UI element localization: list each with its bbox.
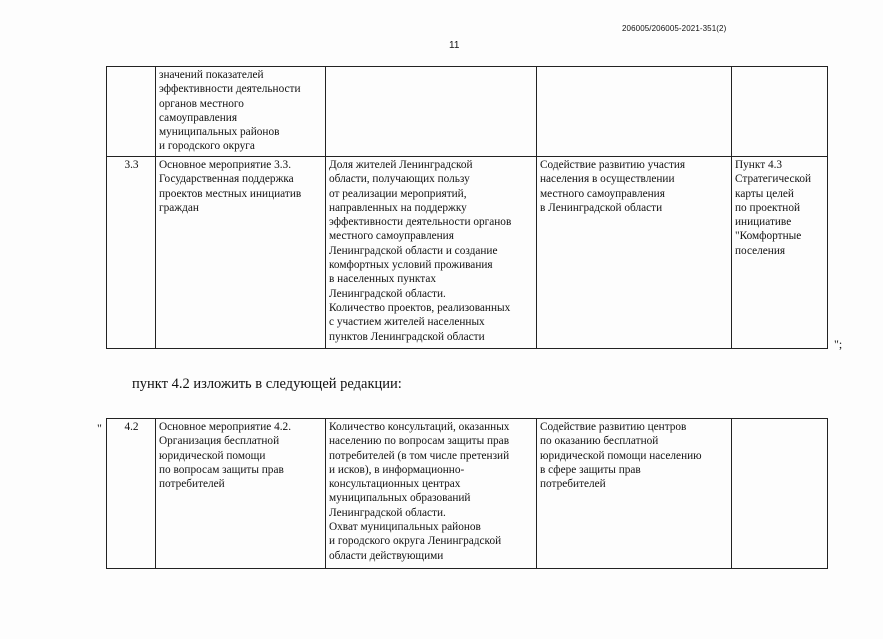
cell-line: юридической помощи <box>159 449 266 462</box>
row-number: 3.3 <box>107 157 156 349</box>
cell-line: Содействие развитию центров <box>540 421 687 433</box>
cell-line: Пункт 4.3 <box>735 159 783 171</box>
cell-line: инициативе <box>735 216 792 229</box>
cell-line: в сфере защиты прав <box>540 463 641 476</box>
event-cell <box>156 419 326 569</box>
goal-cell <box>537 67 732 157</box>
indicator-cell <box>326 419 537 569</box>
cell-line: области действующими <box>329 549 444 562</box>
cell-line: населению по вопросам защиты прав <box>329 435 510 448</box>
cell-line: пунктов Ленинградской области <box>329 330 485 343</box>
cell-line: населения в осуществлении <box>540 173 675 186</box>
cell-line: Количество консультаций, оказанных <box>329 421 510 433</box>
indicator-cell <box>326 157 537 349</box>
cell-line: в Ленинградской области <box>540 201 663 214</box>
cell-line: юридической помощи населению <box>540 449 702 462</box>
cell-line: проектов местных инициатив <box>159 187 302 200</box>
table-row <box>107 419 828 569</box>
strategy-cell <box>732 157 828 349</box>
cell-line: от реализации мероприятий, <box>329 187 467 200</box>
goal-cell <box>537 157 732 349</box>
cell-line: Содействие развитию участия <box>540 159 686 171</box>
cell-line: потребителей (в том числе претензий <box>329 449 510 462</box>
cell-line: Организация бесплатной <box>159 435 280 448</box>
cell-line: Ленинградской области. <box>329 506 446 519</box>
cell-line: в населенных пунктах <box>329 273 437 286</box>
closing-quote-mark: "; <box>834 337 843 351</box>
cell-line: карты целей <box>735 187 794 200</box>
cell-line: Основное мероприятие 4.2. <box>159 421 292 433</box>
cell-line: Количество проектов, реализованных <box>329 301 511 314</box>
cell-line: Охват муниципальных районов <box>329 521 481 534</box>
strategy-cell <box>732 419 828 569</box>
cell-line: Государственная поддержка <box>159 173 294 186</box>
cell-line: и исков), в информационно- <box>329 463 465 476</box>
cell-line: эффективности деятельности <box>159 83 301 96</box>
cell-line: потребителей <box>159 478 225 491</box>
page-number: 11 <box>449 40 460 51</box>
cell-line: муниципальных образований <box>329 492 471 505</box>
cell-line: направленных на поддержку <box>329 201 467 214</box>
cell-line: Ленинградской области и создание <box>329 244 498 257</box>
cell-line: консультационных центрах <box>329 478 461 491</box>
cell-line: и городского округа Ленинградской <box>329 535 502 548</box>
program-table-new-edition <box>106 418 828 569</box>
cell-line: поселения <box>735 244 786 257</box>
cell-line: местного самоуправления <box>540 187 665 200</box>
cell-line: самоуправления <box>159 111 238 124</box>
document-id: 206005/206005-2021-351(2) <box>622 24 727 33</box>
cell-line: значений показателей <box>159 69 264 81</box>
cell-line: с участием жителей населенных <box>329 316 485 329</box>
cell-line: по проектной <box>735 201 801 214</box>
cell-line: потребителей <box>540 478 606 491</box>
row-number: 4.2 <box>107 419 156 569</box>
cell-line: эффективности деятельности органов <box>329 216 512 229</box>
cell-line: Основное мероприятие 3.3. <box>159 159 292 171</box>
event-cell <box>156 67 326 157</box>
strategy-cell <box>732 67 828 157</box>
cell-line: комфортных условий проживания <box>329 259 493 272</box>
cell-line: области, получающих пользу <box>329 173 470 186</box>
cell-line: по оказанию бесплатной <box>540 435 659 448</box>
row-number <box>107 67 156 157</box>
table-row <box>107 67 828 157</box>
amendment-instruction: пункт 4.2 изложить в следующей редакции: <box>132 376 402 392</box>
event-cell <box>156 157 326 349</box>
cell-line: Ленинградской области. <box>329 287 446 300</box>
cell-line: местного самоуправления <box>329 230 454 243</box>
cell-line: Стратегической <box>735 173 812 186</box>
goal-cell <box>537 419 732 569</box>
program-table-continued <box>106 66 828 349</box>
cell-line: муниципальных районов <box>159 126 280 139</box>
cell-line: "Комфортные <box>735 230 802 243</box>
cell-line: Доля жителей Ленинградской <box>329 159 473 171</box>
cell-line: по вопросам защиты прав <box>159 463 284 476</box>
cell-line: граждан <box>159 201 199 214</box>
cell-line: и городского округа <box>159 140 255 153</box>
indicator-cell <box>326 67 537 157</box>
opening-quote-mark: " <box>97 421 102 435</box>
table-row <box>107 157 828 349</box>
cell-line: органов местного <box>159 97 244 110</box>
